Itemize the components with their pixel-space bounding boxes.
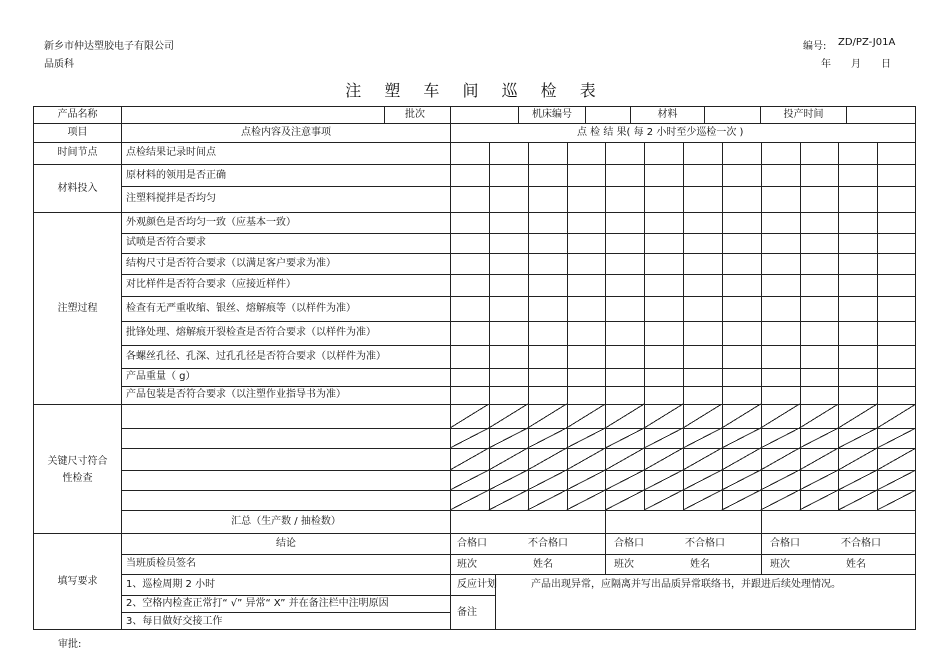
inspector-sign-label: 当班质检员签名 bbox=[126, 558, 196, 569]
approval-label: 审批: bbox=[58, 639, 82, 650]
content-header: 点检内容及注意事项 bbox=[241, 127, 331, 138]
requirement-item: 2、空格内检查正常打“ √” 异常“ X” 并在备注栏中注明原因 bbox=[126, 598, 389, 609]
unqualified-checkbox[interactable]: 不合格口 bbox=[685, 538, 725, 549]
molding-item: 批锋处理、熔解痕开裂检查是否符合要求（以样件为准） bbox=[126, 327, 376, 338]
shift-label: 班次 bbox=[457, 559, 477, 570]
molding-item: 各螺丝孔径、孔深、过孔孔径是否符合要求（以样件为准） bbox=[126, 351, 386, 362]
qualified-checkbox[interactable]: 合格口 bbox=[770, 538, 800, 549]
date-year: 年 bbox=[821, 59, 831, 70]
key-dimension-label: 性检查 bbox=[62, 473, 93, 484]
molding-item: 产品重量（ g） bbox=[126, 371, 196, 382]
material-label: 材料 bbox=[657, 109, 678, 120]
shift-label: 班次 bbox=[614, 559, 634, 570]
code-value: ZD/PZ-J01A bbox=[838, 37, 896, 48]
shift-label: 班次 bbox=[770, 559, 790, 570]
time-node-label: 时间节点 bbox=[57, 147, 98, 158]
date-day: 日 bbox=[881, 59, 891, 70]
molding-item: 产品包装是否符合要求（以注塑作业指导书为准） bbox=[126, 389, 346, 400]
department: 品质科 bbox=[44, 59, 74, 70]
name-label: 姓名 bbox=[846, 559, 866, 570]
date-month: 月 bbox=[851, 59, 861, 70]
reaction-plan-label: 反应计划 bbox=[457, 579, 497, 590]
key-dimension-label: 关键尺寸符合 bbox=[47, 456, 108, 467]
unqualified-checkbox[interactable]: 不合格口 bbox=[841, 538, 881, 549]
product-name-label: 产品名称 bbox=[57, 109, 98, 120]
company-name: 新乡市仲达塑胶电子有限公司 bbox=[44, 41, 174, 52]
unqualified-checkbox[interactable]: 不合格口 bbox=[528, 538, 568, 549]
name-label: 姓名 bbox=[690, 559, 710, 570]
summary-label: 汇总（生产数 / 抽检数） bbox=[231, 516, 341, 527]
molding-item: 结构尺寸是否符合要求（以满足客户要求为准） bbox=[126, 258, 336, 269]
molding-process-label: 注塑过程 bbox=[57, 303, 98, 314]
fill-requirement-label: 填写要求 bbox=[57, 576, 98, 587]
item-header: 项目 bbox=[67, 127, 88, 138]
code-label: 编号: bbox=[803, 41, 827, 52]
molding-item: 对比样件是否符合要求（应接近样件） bbox=[126, 279, 296, 290]
start-time-label: 投产时间 bbox=[783, 109, 824, 120]
requirement-item: 1、巡检周期 2 小时 bbox=[126, 579, 216, 590]
qualified-checkbox[interactable]: 合格口 bbox=[457, 538, 487, 549]
material-item: 原材料的领用是否正确 bbox=[126, 170, 226, 181]
requirement-item: 3、每日做好交接工作 bbox=[126, 616, 223, 627]
name-label: 姓名 bbox=[533, 559, 553, 570]
molding-item: 检查有无严重收缩、银丝、熔解痕等（以样件为准） bbox=[126, 303, 356, 314]
remarks-label: 备注 bbox=[457, 607, 477, 618]
conclusion-label: 结论 bbox=[276, 538, 296, 549]
material-item: 注塑料搅拌是否均匀 bbox=[126, 193, 216, 204]
time-record-label: 点检结果记录时间点 bbox=[126, 147, 216, 158]
qualified-checkbox[interactable]: 合格口 bbox=[614, 538, 644, 549]
molding-item: 外观颜色是否均匀一致（应基本一致） bbox=[126, 217, 296, 228]
material-input-label: 材料投入 bbox=[57, 183, 98, 194]
machine-no-label: 机床编号 bbox=[532, 109, 572, 120]
result-header: 点 检 结 果( 每 2 小时至少巡检一次 ) bbox=[577, 127, 744, 138]
reaction-plan-text: 产品出现异常，应隔离并写出品质异常联络书，并跟进后续处理情况。 bbox=[531, 579, 841, 590]
batch-label: 批次 bbox=[405, 109, 425, 120]
molding-item: 试喷是否符合要求 bbox=[126, 237, 206, 248]
page-title: 注 塑 车 间 巡 检 表 bbox=[345, 81, 605, 100]
